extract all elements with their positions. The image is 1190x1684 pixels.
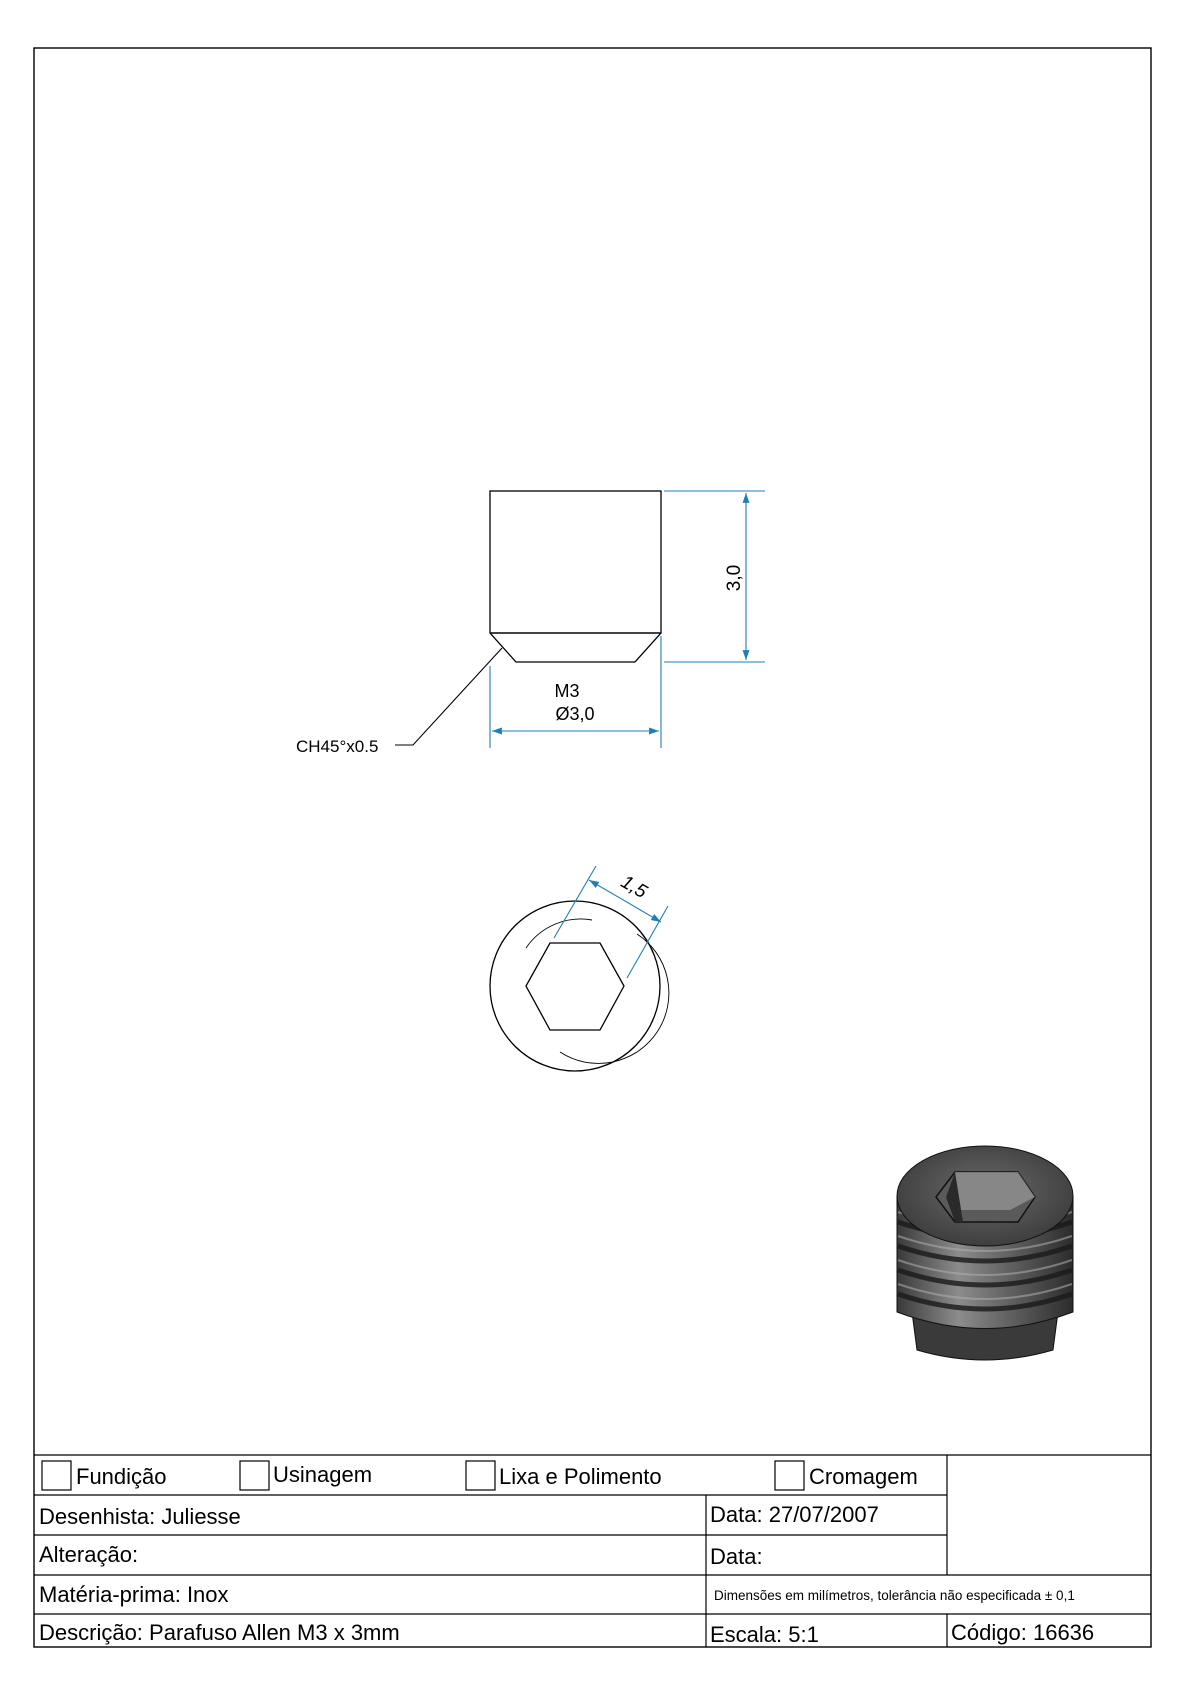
date-value: 27/07/2007 bbox=[768, 1502, 879, 1527]
top-view bbox=[490, 901, 669, 1071]
diameter-label: Ø3,0 bbox=[555, 704, 595, 724]
tolerance-note: Dimensões em milímetros, tolerância não especificada ± 0,1 bbox=[714, 1588, 1075, 1603]
revision-date-row bbox=[710, 1544, 763, 1569]
drafter-value: Juliesse bbox=[161, 1504, 241, 1529]
chamfer-leader bbox=[395, 648, 502, 745]
checkbox-usinagem[interactable] bbox=[240, 1461, 269, 1490]
thread-size-label: M3 bbox=[554, 681, 580, 701]
material-label: Matéria-prima: bbox=[39, 1582, 181, 1607]
revision-label: Alteração: bbox=[39, 1542, 139, 1567]
process-label-cromagem: Cromagem bbox=[809, 1464, 918, 1489]
thread-arc bbox=[560, 934, 669, 1063]
code-value: 16636 bbox=[1032, 1620, 1095, 1645]
date-label: Data: bbox=[710, 1502, 763, 1527]
description-row bbox=[39, 1620, 400, 1645]
revision-row bbox=[39, 1542, 138, 1567]
date-row bbox=[710, 1502, 879, 1527]
code-row bbox=[951, 1620, 1094, 1645]
revision-date-label: Data: bbox=[710, 1544, 763, 1569]
height-dim-label: 3,0 bbox=[724, 564, 745, 592]
material-value: Inox bbox=[186, 1582, 229, 1607]
screw-3d-render bbox=[897, 1146, 1073, 1360]
description-value: Parafuso Allen M3 x 3mm bbox=[149, 1620, 400, 1645]
process-label-fundicao: Fundição bbox=[76, 1464, 167, 1489]
scale-label: Escala: bbox=[710, 1622, 783, 1647]
hex-dim-label: 1,5 bbox=[617, 871, 651, 903]
hex-dimension bbox=[554, 866, 668, 978]
front-view bbox=[490, 491, 661, 662]
hex-socket bbox=[526, 943, 624, 1030]
scale-value: 5:1 bbox=[788, 1622, 819, 1647]
scale-row bbox=[710, 1622, 819, 1647]
checkbox-fundicao[interactable] bbox=[42, 1461, 71, 1490]
drafter-label: Desenhista: bbox=[39, 1504, 156, 1529]
drafter-row bbox=[39, 1504, 241, 1529]
height-dimension bbox=[664, 491, 765, 662]
description-label: Descrição: bbox=[39, 1620, 143, 1645]
outer-circle bbox=[490, 901, 660, 1071]
checkbox-lixa-polimento[interactable] bbox=[466, 1461, 495, 1490]
material-row bbox=[39, 1582, 229, 1607]
screw-body-outline bbox=[490, 491, 661, 633]
process-label-lixa-polimento: Lixa e Polimento bbox=[499, 1464, 662, 1489]
sheet-border bbox=[34, 48, 1151, 1647]
chamfer-profile bbox=[490, 633, 661, 662]
thread-arc-2 bbox=[526, 919, 592, 948]
checkbox-cromagem[interactable] bbox=[775, 1461, 804, 1490]
code-label: Código: bbox=[951, 1620, 1027, 1645]
chamfer-note: CH45°x0.5 bbox=[296, 737, 379, 756]
process-label-usinagem: Usinagem bbox=[273, 1462, 373, 1487]
